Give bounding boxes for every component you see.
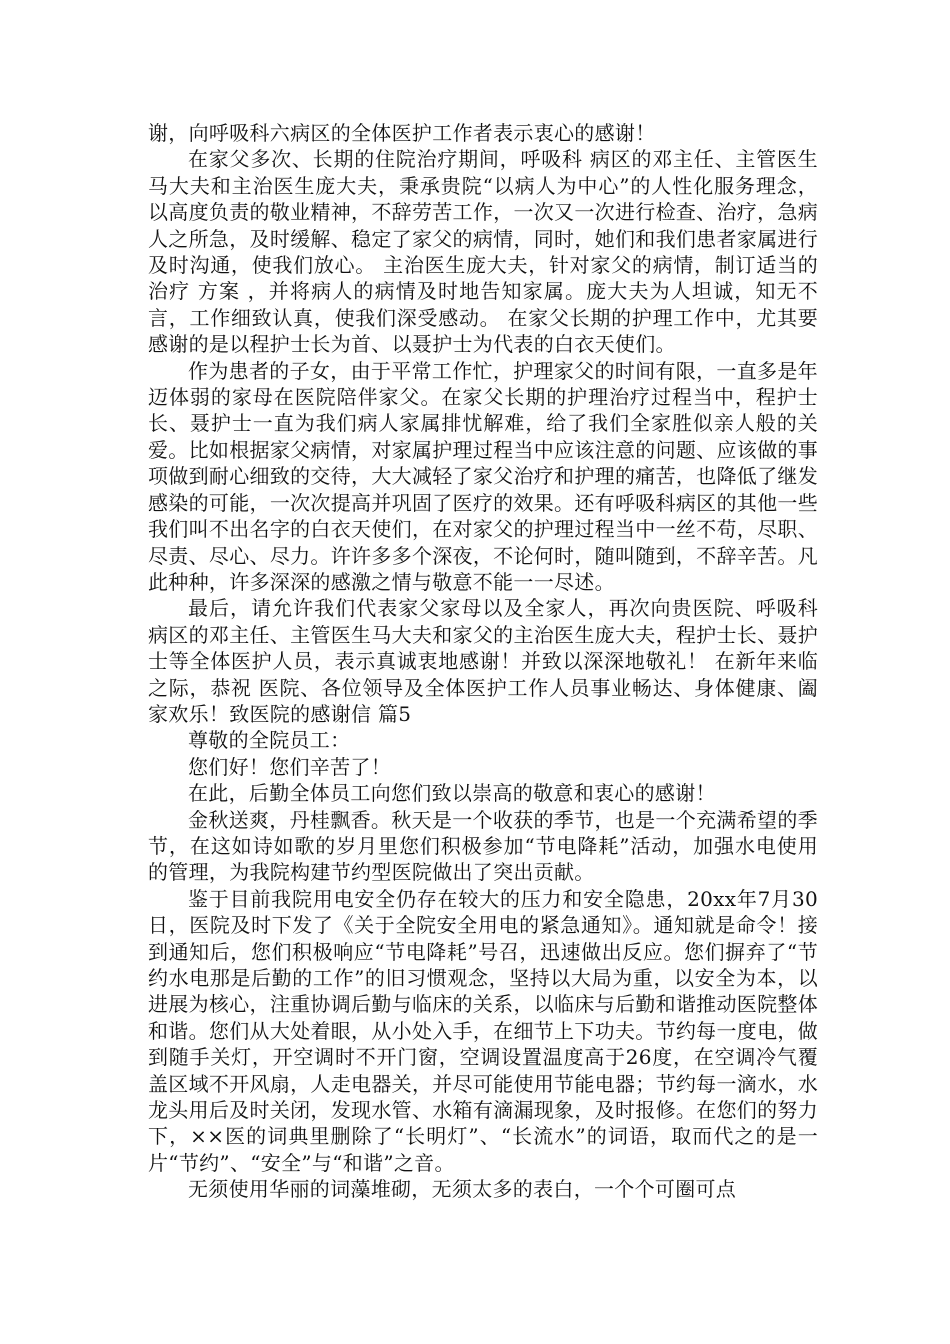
salutation: 尊敬的全院员工： [188,728,351,753]
paragraph: 金秋送爽，丹桂飘香。秋天是一个收获的季节，也是一个充满希望的季节，在这如诗如歌的岁月里您们积极参加“节电降耗”活动，加强水电使用的管理，为我院构建节约型医院做出了突出贡献。 [148,807,818,885]
paragraph: 作为患者的子女，由于平常工作忙，护理家父的时间有限，一直多是年迈体弱的家母在医院陪伴家父。在家父长期的护理治疗过程当中，程护士长、聂护士一直为我们病人家属排忧解难，给了我们全家胜似亲人般的关爱。比如根据家父病情，对家属护理过程当中应该注意的问题、应该做的事项做到耐心细致的交待，大大减轻了家父治疗和护理的痛苦，也降低了继发感染的可能，一次次提高并巩固了医疗的效果。还有呼吸科病区的其他一些我们叫不出名字的白衣天使们，在对家父的护理过程当中一丝不苟，尽职、尽责、尽心、尽力。许许多多个深夜，不论何时，随叫随到，不辞辛苦。凡此种种，许多深深的感激之情与敬意不能一一尽述。 [148,358,818,594]
paragraph: 在家父多次、长期的住院治疗期间，呼吸科 病区的邓主任、主管医生马大夫和主治医生庞大夫，秉承贵院“以病人为中心”的人性化服务理念，以高度负责的敬业精神，不辞劳苦工作，一次又一次进行检查、治疗，急病人之所急，及时缓解、稳定了家父的病情，同时，她们和我们患者家属进行及时沟通，使我们放心。 主治医生庞大夫，针对家父的病情，制订适当的治疗 方案 ，并将病人的病情及时地告知家属。庞大夫为人坦诚，知无不言，工作细致认真，使我们深受感动。 在家父长期的护理工作中，尤其要感谢的是以程护士长为首、以聂护士为代表的白衣天使们。 [148,147,818,357]
paragraph: 无须使用华丽的词藻堆砌，无须太多的表白，一个个可圈可点 [188,1177,737,1202]
paragraph: 谢，向呼吸科六病区的全体医护工作者表示衷心的感谢！ [148,121,656,145]
paragraph: 鉴于目前我院用电安全仍存在较大的压力和安全隐患，20xx年7月30日，医院及时下发了《关于全院安全用电的紧急通知》。通知就是命令！接到通知后，您们积极响应“节电降耗”号召，迅速做出反应。您们摒弃了“节约水电那是后勤的工作”的旧习惯观念，坚持以大局为重，以安全为本，以进展为核心，注重协调后勤与临床的关系，以临床与后勤和谐推动医院整体和谐。您们从大处着眼，从小处入手，在细节上下功夫。节约每一度电，做到随手关灯，开空调时不开门窗，空调设置温度高于26度，在空调冷气覆盖区域不开风扇，人走电器关，并尽可能使用节能电器；节约每一滴水，水龙头用后及时关闭，发现水管、水箱有滴漏现象，及时报修。在您们的努力下，××医的词典里删除了“长明灯”、“长流水”的词语，取而代之的是一片“节约”、“安全”与“和谐”之音。 [148,886,818,1175]
paragraph: 最后，请允许我们代表家父家母以及全家人，再次向贵医院、呼吸科 病区的邓主任、主管医生马大夫和家父的主治医生庞大夫，程护士长、聂护士等全体医护人员，表示真诚衷地感谢！并致以深深地敬礼！ 在新年来临之际，恭祝 医院、各位领导及全体医护工作人员事业畅达、身体健康、阖家欢乐！致医院的感谢信 篇5 [148,596,818,726]
greeting: 您们好！您们辛苦了！ [188,754,391,779]
document-body [148,120,818,1203]
paragraph: 在此，后勤全体员工向您们致以崇高的敬意和衷心的感谢！ [188,781,716,806]
